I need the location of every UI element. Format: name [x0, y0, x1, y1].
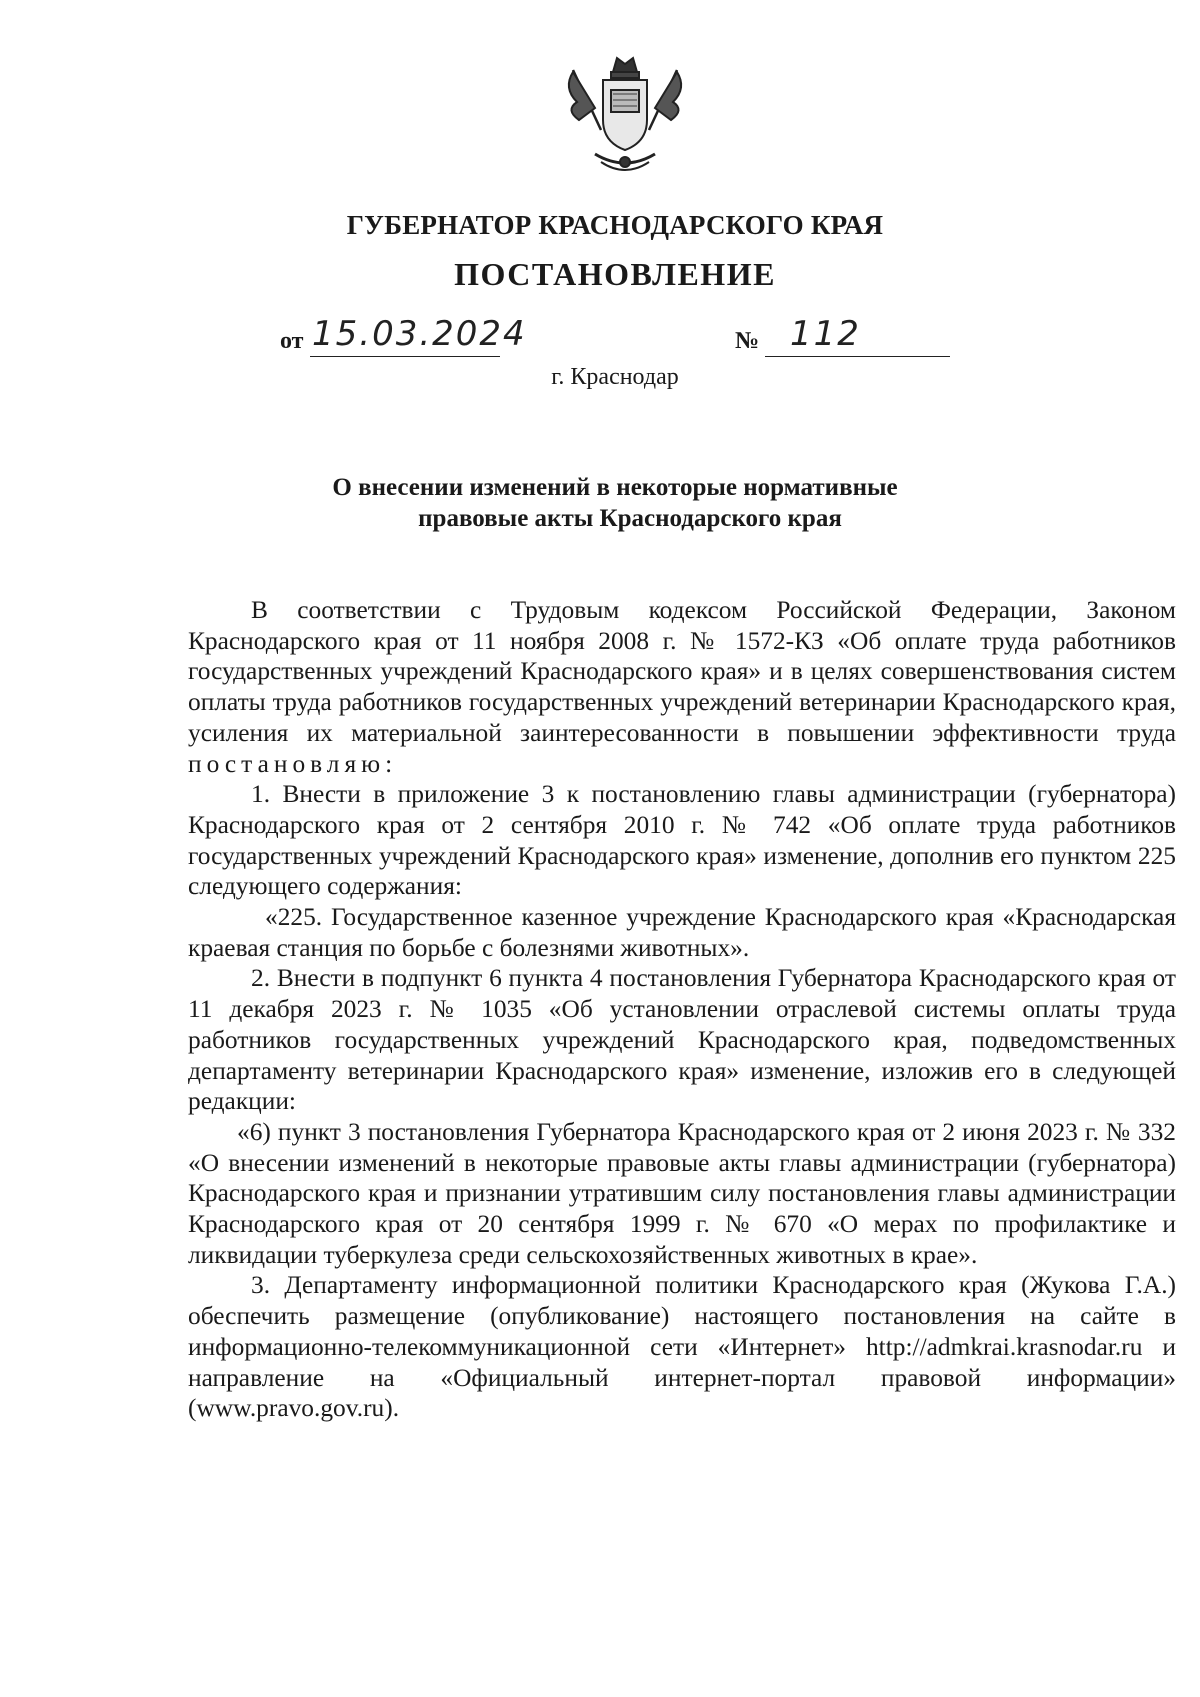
item-1-quote: «225. Государственное казенное учреждение Краснодарского края «Краснодарская краевая станция по борьбе с болезнями животных».: [188, 903, 1176, 962]
resolve-word: постановляю:: [188, 749, 398, 778]
number-label: №: [735, 328, 760, 354]
item-1: 1. Внести в приложение 3 к постановлению главы администрации (губернатора) Краснодарского края от 2 сентября 2010 г. № 742 «Об оплате труда работников государственных учреждений Краснодарского края» изменение, дополнив его пунктом 225 следующего содержания:: [188, 780, 1176, 901]
subject-line-2: правовые акты Краснодарского края: [418, 505, 842, 532]
preamble-paragraph: [188, 595, 1176, 779]
city: г. Краснодар: [551, 364, 679, 390]
date-underline: [310, 356, 500, 357]
date-label: от: [280, 328, 304, 354]
preamble-text: В соответствии с Трудовым кодексом Российской Федерации, Законом Краснодарского края от 11 ноября 2008 г. № 1572-КЗ «Об оплате труда работников государственных учреждений Краснодарского края» и в целях совершенствования систем оплаты труда работников государственных учреждений ветеринарии Краснодарского края, усиления их материальной заинтересованности в повышении эффективности труда: [188, 596, 1176, 747]
item-2: 2. Внести в подпункт 6 пункта 4 постановления Губернатора Краснодарского края от 11 декабря 2023 г. № 1035 «Об установлении отраслевой системы оплаты труда работников государственных учреждений Краснодарского края, подведомственных департаменту ветеринарии Краснодарского края» изменение, изложив его в следующей редакции:: [188, 964, 1176, 1116]
issuing-authority: ГУБЕРНАТОР КРАСНОДАРСКОГО КРАЯ: [346, 210, 884, 240]
number-value: 112: [790, 314, 861, 354]
subject-line-1: О внесении изменений в некоторые нормативные: [332, 474, 898, 501]
document-type: ПОСТАНОВЛЕНИЕ: [454, 256, 776, 292]
document-body: [188, 595, 1176, 1424]
document-subject: [0, 472, 1200, 534]
item-3: 3. Департаменту информационной политики Краснодарского края (Жукова Г.А.) обеспечить размещение (опубликование) настоящего постановления на сайте в информационно-телекоммуникационной сети «Интернет» http://admkrai.krasnodar.ru и направление на «Официальный интернет-портал правовой информации» (www.pravo.gov.ru).: [188, 1271, 1176, 1423]
coat-of-arms-icon: [555, 50, 695, 182]
date-value: 15.03.2024: [312, 314, 527, 354]
item-2-quote: «6) пункт 3 постановления Губернатора Краснодарского края от 2 июня 2023 г. № 332 «О внесении изменений в некоторые правовые акты главы администрации (губернатора) Краснодарского края и признании утратившим силу постановления главы администрации Краснодарского края от 20 сентября 1999 г. № 670 «О мерах по профилактике и ликвидации туберкулеза среди сельскохозяйственных животных в крае».: [188, 1117, 1176, 1269]
number-underline: [765, 356, 950, 357]
